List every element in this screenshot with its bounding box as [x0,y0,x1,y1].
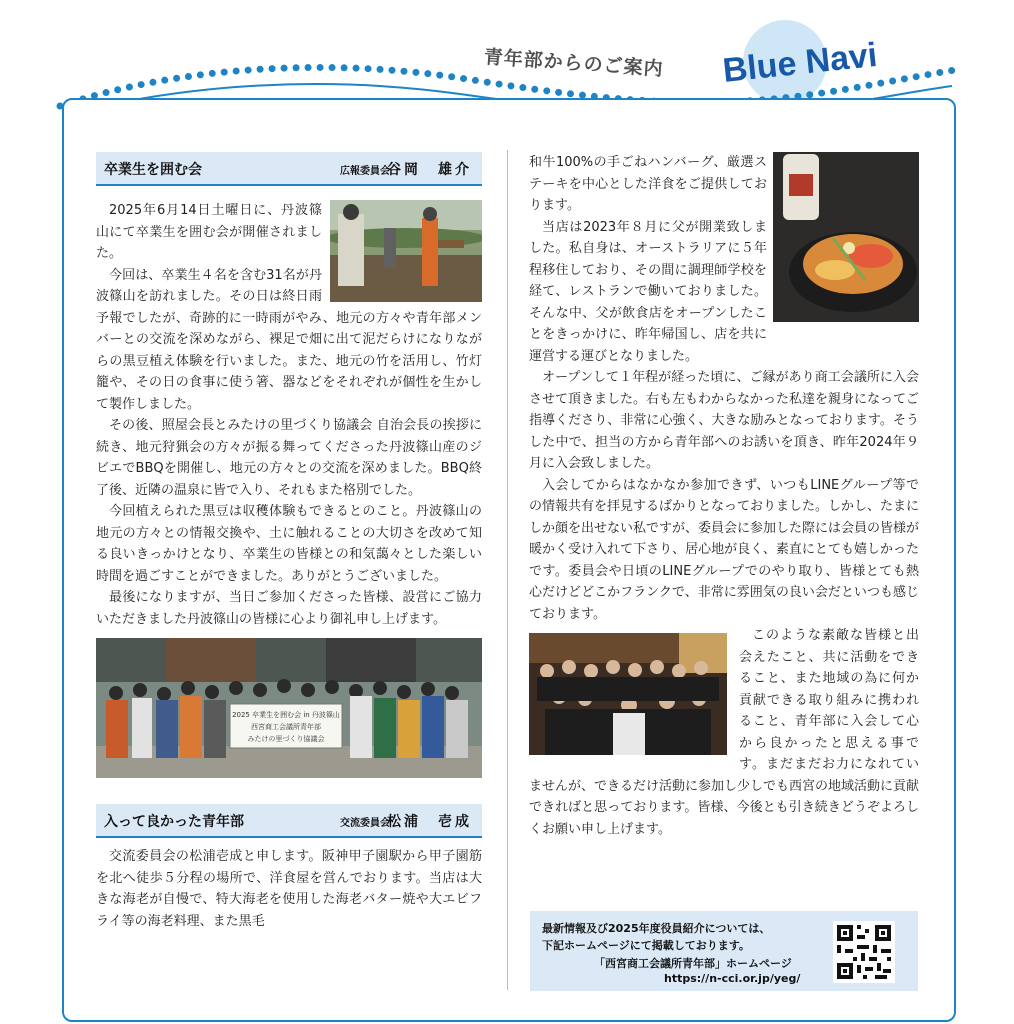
section2-title: 入って良かった青年部 [104,814,244,830]
qr-code-icon[interactable] [833,921,895,983]
section1-committee: 広報委員会 [340,166,390,177]
banner-line-1: 2025 卒業生を囲む会 in 丹波篠山 [232,711,340,719]
section2-paragraph-1: 交流委員会の松浦壱成と申します。阪神甲子園駅から甲子園筋を北へ徒歩５分程の場所で、洋食屋を営んでおります。当店は大きな海老が自慢で、特大海老を使用した海老バター焼や大エビフライ等の海老料理、また黒毛 [96,849,482,929]
section2-paragraph-2: 当店は2023年８月に父が開業致しました。私自身は、オーストラリアに５年程移住しており、その間に調理師学校を経て、レストランで働いておりました。そんな中、父が飲食店をオープンしたことをきっかけに、昨年帰国し、店を共に運営する運びとなりました。 [529,219,767,364]
right-column [529,152,919,840]
section2-paragraph-3: オープンして１年程が経った頃に、ご縁があり商工会議所に入会させて頂きました。右も左もわからなかった私達を親身になってご指導くださり、非常に心強く、大きな励みとなっております。そうした中で、担当の方から青年部へのお誘いを頂き、昨年2024年９月に入会致しました。 [529,370,920,471]
blue-navi-logo: Blue Navi [720,35,880,90]
section1-author: 谷岡 雄介 [387,162,472,178]
section2-paragraph-4: 入会してからはなかなか参加できず、いつもLINEグループ等での情報共有を拝見するばかりとなっておりました。しかし、たまにしか顔を出せない私ですが、委員会に参加した際には会員の皆様が暖かく受け入れて下さり、居心地が良く、素直にとても嬉しかったです。委員会や日頃のLINEグループでのやり取り、皆様とても熱心だけどどこかフランクで、非常に雰囲気の良い会だといつも感じております。 [529,477,920,622]
banner-line-3: みたけの里づくり協議会 [247,735,325,743]
info-line-1: 最新情報及び2025年度役員紹介については、 [542,922,771,935]
info-line-2: 下記ホームページにて掲載しております。 [542,939,750,952]
section1-paragraph-5: 最後になりますが、当日ご参加くださった皆様、設営にご協力いただきました丹波篠山の皆様に心より御礼申し上げます。 [96,590,482,627]
section2-author: 松浦 壱成 [387,814,472,830]
section2-header [96,804,482,838]
info-homepage-url[interactable]: https://n-cci.or.jp/yeg/ [664,972,801,985]
section1-title: 卒業生を囲む会 [104,162,202,178]
info-homepage-label: 「西宮商工会議所青年部」ホームページ [594,957,792,970]
section1-paragraph-2: 今回は、卒業生４名を含む31名が丹波篠山を訪れました。その日は終日雨予報でしたが、奇跡的に一時雨がやみ、地元の方々や青年部メンバーとの交流を深めながら、裸足で畑に出て泥だらけになりながらの黒豆植え体験を行いました。また、地元の竹を活用し、竹灯籠や、その日の食事に使う箸、器などをそれぞれが個性を生かして製作しました。 [96,267,482,412]
banner-line-2: 西宮商工会議所青年部 [251,723,321,731]
members-photo [529,633,727,755]
info-box [530,911,918,991]
field-photo [330,200,482,302]
section2-paragraph-continued: 和牛100%の手ごねハンバーグ、厳選ステーキを中心とした洋食をご提供しております。 [529,155,767,213]
section1-header [96,152,482,186]
section2-paragraph-5: このような素敵な皆様と出会えたこと、共に活動をできること、また地域の為に何か貢献できる取り組みに携われること、青年部に入会して心から良かったと思える事です。まだまだお力になれていませんが、できるだけ活動に参加し少しでも西宮の地域活動に貢献できればと思っております。皆様、今後とも引き続きどうぞよろしくお願い申し上げます。 [529,628,920,837]
dish-photo [773,152,919,322]
section1-paragraph-3: その後、照屋会長とみたけの里づくり協議会 自治会長の挨拶に続き、地元狩猟会の方々が振る舞ってくださった丹波篠山産のジビエでBBQを開催し、地元の方々との交流を深めました。BBQ終了後、近隣の温泉に皆で入り、それもまた格別でした。 [96,418,482,498]
column-divider [507,150,508,990]
group-photo [96,638,482,778]
section1-paragraph-1: 2025年6月14日土曜日に、丹波篠山にて卒業生を囲む会が開催されました。 [96,203,322,261]
left-column [96,152,482,932]
section1-paragraph-4: 今回植えられた黒豆は収穫体験もできるとのこと。丹波篠山の地元の方々との情報交換や、土に触れることの大切さを改めて知る良いきっかけとなり、卒業生の皆様との和気藹々とした楽しい時間を過ごすことができました。ありがとうございました。 [96,504,482,584]
header-subtitle: 青年部からのご案内 [483,46,665,81]
section1-body [96,200,482,630]
section2-body-right [529,152,919,840]
section2-body-left [96,846,482,932]
section2-committee: 交流委員会 [340,818,390,829]
